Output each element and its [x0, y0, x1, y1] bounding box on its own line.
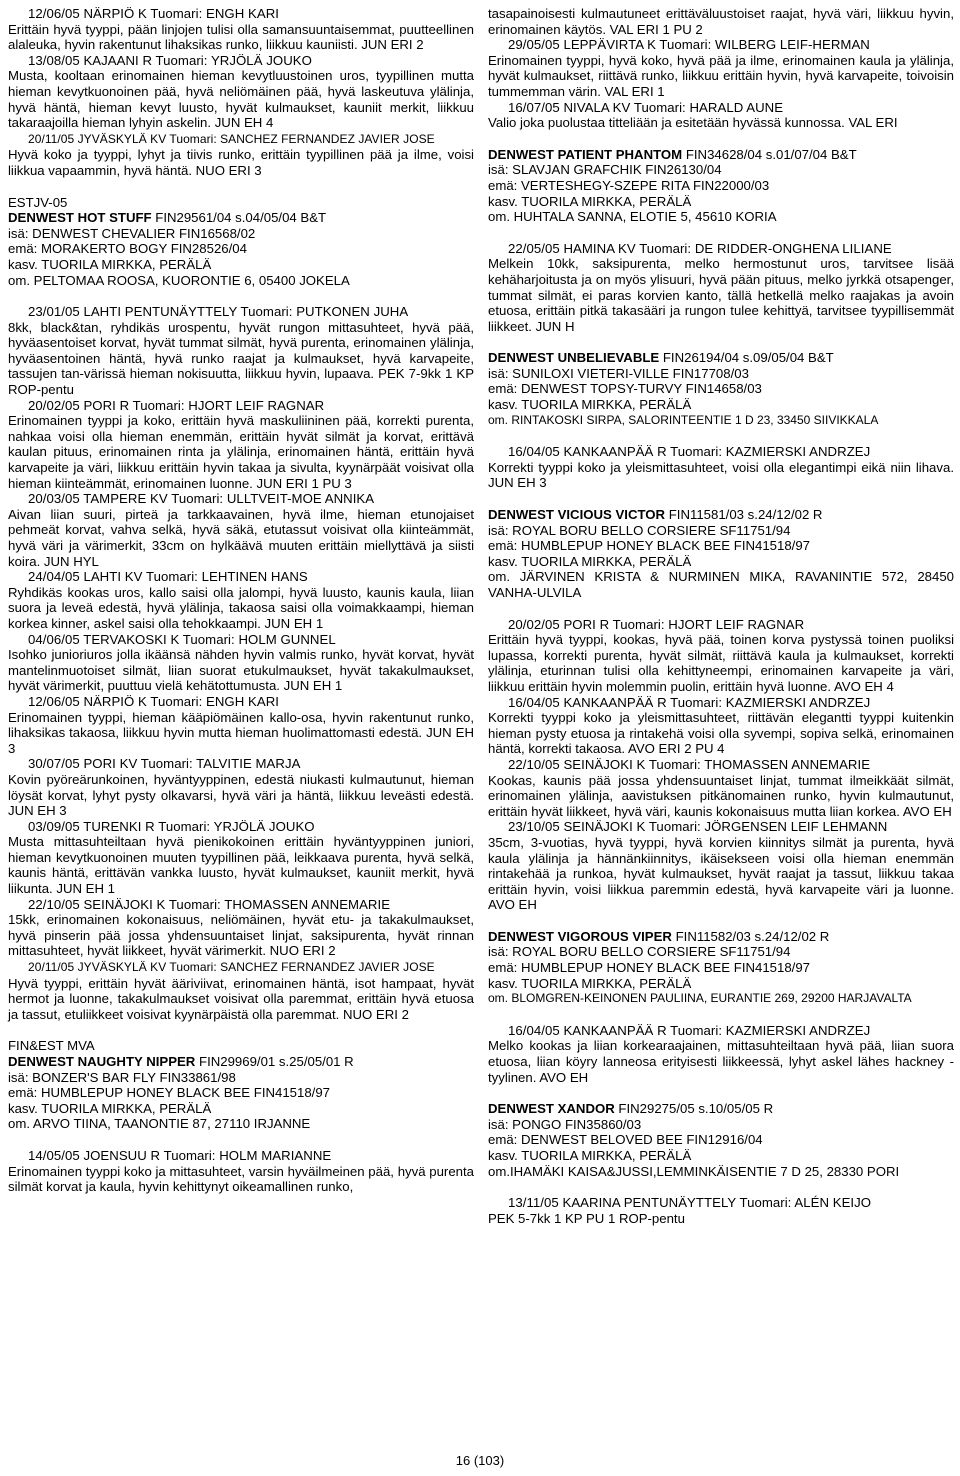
show-entry: [488, 444, 954, 491]
show-entry: [8, 756, 474, 818]
show-entry: [488, 695, 954, 757]
show-header: 20/03/05 TAMPERE KV Tuomari: ULLTVEIT-MOE ANNIKA: [28, 491, 375, 507]
dog-owner: om. JÄRVINEN KRISTA & NURMINEN MIKA, RAVANINTIE 572, 28450 VANHA-ULVILA: [488, 569, 954, 600]
show-header: 29/05/05 LEPPÄVIRTA K Tuomari: WILBERG LEIF-HERMAN: [508, 37, 870, 53]
right-column: [488, 6, 954, 1226]
show-critique: Kookas, kaunis pää jossa yhdensuuntaiset linjat, tummat ilmeikkäät silmät, erinomainen ylälinja, aavistuksen pitkänomainen runko, hyvin kulmautunut, erittäin hyvät liikkeet, hyvä väri, kaunis kokonaisuus mutta liian korkea. AVO EH: [488, 772, 954, 819]
show-header: 12/06/05 NÄRPIÖ K Tuomari: ENGH KARI: [28, 6, 279, 21]
dog-sire: isä: ROYAL BORU BELLO CORSIERE SF11751/94: [488, 522, 791, 538]
show-header: 16/04/05 KANKAANPÄÄ R Tuomari: KAZMIERSKI ANDRZEJ: [508, 1022, 871, 1038]
show-entry: [8, 131, 474, 179]
dog-name: DENWEST VIGOROUS VIPER: [488, 928, 672, 944]
show-entry: [488, 241, 954, 335]
show-entry: [488, 1195, 954, 1226]
show-entry: [8, 569, 474, 631]
show-header: 23/01/05 LAHTI PENTUNÄYTTELY Tuomari: PUTKONEN JUHA: [28, 304, 409, 320]
show-entry: [488, 37, 954, 99]
show-critique: Musta mittasuhteiltaan hyvä pienikokoinen erittäin hyväntyyppinen juniori, hieman kevytkuonoinen muuten tyypillinen pää, leikkaava purenta, hyvä selkä, kaunis häntä, erittävän vankka luusto, hyvät kulmaukset, kauniit merkit, hyvä liikunta. JUN EH 1: [8, 834, 474, 897]
show-critique: Korrekti tyyppi koko ja yleismittasuhteet, riittävän elegantti tyyppi kuitenkin hieman pysty etuosa ja rintakehä voisi olla syvempi, sopiva selkä, erinomainen häntä, korrekti takaosa. AVO ERI 2 PU 4: [488, 710, 954, 757]
dog-title: [8, 210, 474, 226]
show-entry: [8, 959, 474, 1022]
show-critique: Hyvä koko ja tyyppi, lyhyt ja tiivis runko, erittäin tyypillinen pää ja ilme, voisi liikkua vapaammin, hyvä häntä. NUO ERI 3: [8, 147, 474, 178]
dog-name: DENWEST VICIOUS VICTOR: [488, 507, 666, 523]
dog-title: [488, 147, 954, 163]
show-critique: Erinomainen tyyppi koko ja mittasuhteet, varsin hyväilmeinen pää, hyvä purenta silmät korvat ja kaula, hyvin kehittynyt oikeamallinen runko,: [8, 1163, 474, 1195]
dog-title: [488, 350, 954, 366]
dog-reg: FIN29969/01 s.25/05/01 R: [199, 1054, 354, 1069]
class-heading: FIN&EST MVA: [8, 1038, 95, 1054]
show-critique: PEK 5-7kk 1 KP PU 1 ROP-pentu: [488, 1210, 685, 1226]
show-critique: Korrekti tyyppi koko ja yleismittasuhteet, voisi olla elegantimpi eikä niin lihava. JUN EH 3: [488, 459, 954, 491]
dog-sire: isä: DENWEST CHEVALIER FIN16568/02: [8, 225, 256, 241]
dog-name: DENWEST UNBELIEVABLE: [488, 350, 660, 366]
show-header: 16/04/05 KANKAANPÄÄ R Tuomari: KAZMIERSKI ANDRZEJ: [508, 694, 871, 710]
dog-name: DENWEST PATIENT PHANTOM: [488, 146, 683, 162]
show-header: 16/04/05 KANKAANPÄÄ R Tuomari: KAZMIERSKI ANDRZEJ: [508, 444, 871, 460]
dog-dam: emä: HUMBLEPUP HONEY BLACK BEE FIN41518/97: [488, 538, 811, 554]
show-header: 13/08/05 KAJAANI R Tuomari: YRJÖLÄ JOUKO: [28, 52, 312, 68]
show-critique: Kovin pyöreärunkoinen, hyväntyyppinen, edestä niukasti kulmautunut, hieman löysät korvat, lyhyt pysty olkavarsi, hyvä väri ja häntä, liikkuu leveästi edestä. JUN EH 3: [8, 771, 474, 819]
dog-name: DENWEST NAUGHTY NIPPER: [8, 1054, 196, 1069]
dog-breeder: kasv. TUORILA MIRKKA, PERÄLÄ: [488, 193, 692, 209]
show-critique: Erittäin hyvä tyyppi, pään linjojen tulisi olla samansuuntaisemmat, puutteellinen alaleuka, hyvin rakentunut lihaksikas runko, liikkuu kauniisti. JUN ERI 2: [8, 21, 474, 53]
show-entry: [8, 694, 474, 756]
show-entry: [488, 819, 954, 913]
show-header: 22/05/05 HAMINA KV Tuomari: DE RIDDER-ONGHENA LILIANE: [508, 240, 892, 256]
dog-breeder: kasv. TUORILA MIRKKA, PERÄLÄ: [488, 553, 692, 569]
dog-breeder: kasv. TUORILA MIRKKA, PERÄLÄ: [8, 1100, 212, 1116]
show-entry: [8, 6, 474, 53]
show-critique: 8kk, black&tan, ryhdikäs urospentu, hyvät rungon mittasuhteet, hyvä pää, hyväasentoiset korvat, hyvät tummat silmät, hyvä purenta, erinomainen ylälinja, hyväasentoinen häntä, hyvä runko raajat ja kulmaukset, hyvä karvapeite, tassujen tan-värissä hieman nokisuutta, liikkuu hyvin, lupaava. PEK 7-9kk 1 KP ROP-pentu: [8, 319, 474, 398]
show-critique: Erinomainen tyyppi ja koko, erittäin hyvä maskuliininen pää, korrekti purenta, nahkaa voisi olla hieman enemmän, erittäin hyvät silmät ja korvat, erittävä kaulan pituus, erinomainen rinta ja ylälinja, erinomainen häntä, erittäin hyvä karvapeite ja väri, liikkuu erittäin hyvin takaa ja sivulta, kyynärpäät voisivat olla hieman kiinteämmät, erinomainen luonne. JUN ERI 1 PU 3: [8, 413, 474, 491]
dog-sire: isä: BONZER'S BAR FLY FIN33861/98: [8, 1069, 236, 1085]
show-header: 20/02/05 PORI R Tuomari: HJORT LEIF RAGNAR: [508, 616, 805, 632]
show-critique: Ryhdikäs kookas uros, kallo saisi olla jalompi, hyvä luusto, kaunis kaula, liian suora ja leveä edestä, hyvä ylälinja, takaosa saisi olla voimakkaampi, hieman korkea kinner, askel saisi olla tehokkaampi. JUN EH 1: [8, 584, 474, 631]
continued-critique: tasapainoisesti kulmautuneet erittäväluustoiset raajat, hyvä väri, liikkuu hyvin, erinomainen käytös. VAL ERI 1 PU 2: [488, 6, 954, 37]
show-entry: [8, 897, 474, 959]
dog-reg: FIN11582/03 s.24/12/02 R: [675, 928, 830, 944]
show-entry: [8, 304, 474, 398]
page-number: 16 (103): [455, 1453, 505, 1468]
class-heading: ESTJV-05: [8, 194, 68, 210]
dog-owner: om. BLOMGREN-KEINONEN PAULIINA, EURANTIE 269, 29200 HARJAVALTA: [488, 991, 912, 1006]
show-critique: Aivan liian suuri, pirteä ja tarkkaavainen, hyvä ilme, hieman etunojaiset pehmeät korvat, vahva selkä, hyvä säkä, etutassut voisivat olla kiinteämmät, hyvä väri ja värimerkit, 33cm on hylkäävä muuten erittäin miellyttävä ja siisti koira. JUN HYL: [8, 506, 474, 569]
dog-owner: om. RINTAKOSKI SIRPA, SALORINTEENTIE 1 D 23, 33450 SIIVIKKALA: [488, 412, 879, 427]
dog-owner: om. ARVO TIINA, TAANONTIE 87, 27110 IRJANNE: [8, 1116, 311, 1132]
dog-title: [488, 507, 954, 523]
dog-owner: om. PELTOMAA ROOSA, KUORONTIE 6, 05400 JOKELA: [8, 272, 350, 288]
show-critique: Valio joka puolustaa titteliään ja esitetään hyvässä kunnossa. VAL ERI: [488, 115, 898, 131]
show-header: 20/02/05 PORI R Tuomari: HJORT LEIF RAGNAR: [28, 397, 325, 413]
show-entry: [488, 757, 954, 819]
dog-reg: FIN29275/05 s.10/05/05 R: [618, 1101, 774, 1117]
dog-dam: emä: HUMBLEPUP HONEY BLACK BEE FIN41518/97: [488, 960, 811, 976]
dog-reg: FIN11581/03 s.24/12/02 R: [668, 507, 823, 523]
show-header: 12/06/05 NÄRPIÖ K Tuomari: ENGH KARI: [28, 693, 279, 709]
dog-name: DENWEST XANDOR: [488, 1101, 615, 1117]
dog-breeder: kasv. TUORILA MIRKKA, PERÄLÄ: [488, 1148, 692, 1163]
show-critique: Hyvä tyyppi, erittäin hyvät ääriviivat, erinomainen häntä, isot hampaat, hyvät hermot ja luonne, takakulmaukset voisivat olla paremmat, erittäin hyvä etuosa ja tassut, etuliikkeet voisivat kyynärpäistä olla paremmat. NUO ERI 2: [8, 975, 474, 1022]
dog-dam: emä: DENWEST BELOVED BEE FIN12916/04: [488, 1132, 763, 1148]
dog-title: [8, 1054, 474, 1070]
dog-breeder: kasv. TUORILA MIRKKA, PERÄLÄ: [8, 256, 212, 272]
show-critique: Erinomainen tyyppi, hieman kääpiömäinen kallo-osa, hyvin rakentunut runko, lihaksikas takaosa, liikkuu hyvin mutta hieman huolimattomasti edestä. JUN EH 3: [8, 709, 474, 756]
dog-sire: isä: PONGO FIN35860/03: [488, 1116, 642, 1132]
dog-reg: FIN34628/04 s.01/07/04 B&T: [685, 146, 857, 162]
dog-sire: isä: SUNILOXI VIETERI-VILLE FIN17708/03: [488, 365, 749, 381]
show-entry: [488, 1023, 954, 1085]
show-entry: [488, 100, 954, 131]
show-header: 04/06/05 TERVAKOSKI K Tuomari: HOLM GUNNEL: [28, 631, 336, 647]
show-entry: [8, 819, 474, 897]
show-entry: [8, 491, 474, 569]
show-entry: [8, 632, 474, 694]
dog-name: DENWEST HOT STUFF: [8, 210, 152, 226]
dog-dam: emä: MORAKERTO BOGY FIN28526/04: [8, 241, 247, 257]
dog-dam: emä: DENWEST TOPSY-TURVY FIN14658/03: [488, 381, 762, 397]
left-column: [8, 6, 474, 1195]
show-critique: Musta, kooltaan erinomainen hieman kevytluustoinen uros, tyypillinen mutta hieman kevytkuonoinen pää, hyvä neliömäinen pää, hyvä laskeutuva ylälinja, hyvä häntä, hieman kevyt luusto, hyvät kulmaukset, kauniit merkit, liikkuu takaraajoilla hieman lyhyin askelin. JUN EH 4: [8, 68, 474, 131]
show-header: 22/10/05 SEINÄJOKI K Tuomari: THOMASSEN ANNEMARIE: [508, 756, 871, 772]
show-header: 20/11/05 JYVÄSKYLÄ KV Tuomari: SANCHEZ FERNANDEZ JAVIER JOSE: [28, 960, 435, 975]
dog-reg: FIN26194/04 s.09/05/04 B&T: [662, 350, 834, 366]
dog-owner: om. HUHTALA SANNA, ELOTIE 5, 45610 KORIA: [488, 209, 777, 225]
dog-breeder: kasv. TUORILA MIRKKA, PERÄLÄ: [488, 397, 692, 413]
dog-sire: isä: ROYAL BORU BELLO CORSIERE SF11751/94: [488, 944, 791, 960]
show-header: 30/07/05 PORI KV Tuomari: TALVITIE MARJA: [28, 756, 301, 772]
dog-title: [488, 929, 954, 945]
dog-breeder: kasv. TUORILA MIRKKA, PERÄLÄ: [488, 975, 692, 991]
show-header: 03/09/05 TURENKI R Tuomari: YRJÖLÄ JOUKO: [28, 818, 315, 834]
show-critique: Isohko junioriuros jolla ikäänsä nähden hyvin valmis runko, hyvät korvat, hyvät mantelinmuotoiset silmät, liian suorat etukulmaukset, hyvät takakulmaukset, hyvät värimerkit, puuttuu vielä kehätottumusta. JUN EH 1: [8, 647, 474, 694]
show-header: 23/10/05 SEINÄJOKI K Tuomari: JÖRGENSEN LEIF LEHMANN: [508, 819, 888, 835]
show-header: 24/04/05 LAHTI KV Tuomari: LEHTINEN HANS: [28, 569, 308, 585]
show-entry: [8, 1148, 474, 1195]
show-critique: Melko kookas ja liian korkearaajainen, mittasuhteiltaan hyvä pää, liian suora etuosa, liian köyry lanneosa erityisesti liikkeessä, lyhyt askel lähes hackney -tyylinen. AVO EH: [488, 1038, 954, 1085]
show-header: 14/05/05 JOENSUU R Tuomari: HOLM MARIANNE: [28, 1147, 332, 1163]
show-critique: 15kk, erinomainen kokonaisuus, neliömäinen, hyvät etu- ja takakulmaukset, hyvä pinserin pää jossa yhdensuuntaiset linjat, saksipurenta, hyvät rinnan mittasuhteet, hyvät liikkeet, hyvät värimerkit. NUO ERI 2: [8, 912, 474, 959]
show-critique: Erinomainen tyyppi, hyvä koko, hyvä pää ja ilme, erinomainen kaula ja ylälinja, hyvät kulmaukset, riittävä runko, liikkuu erittäin hyvin, hyvä karvapeite, toivoisin tummemman värin. VAL ERI 1: [488, 52, 954, 99]
show-entry: [488, 617, 954, 695]
show-header: 20/11/05 JYVÄSKYLÄ KV Tuomari: SANCHEZ FERNANDEZ JAVIER JOSE: [28, 131, 435, 146]
dog-sire: isä: SLAVJAN GRAFCHIK FIN26130/04: [488, 162, 722, 178]
show-critique: 35cm, 3-vuotias, hyvä tyyppi, hyvä korvien kiinnitys silmät ja purenta, hyvä kaula ylälinja ja hännänkiinnitys, ikäisekseen voisi olla hieman enemmän rintakehää ja runkoa, hyvät kulmaukset, hyvät raajat ja tassut, liikkuu takaa erittäin hyvin, voisi liikkua paremmin edestä, hyvä karvapeite väri ja luonne. AVO EH: [488, 834, 954, 913]
show-critique: Erittäin hyvä tyyppi, kookas, hyvä pää, toinen korva pystyssä toinen puoliksi lupassa, korrekti purenta, hyvät silmät, riittävä kaula ja kulmaukset, korrekti ylälinja, eturinnan tulisi olla kehittyneempi, erinomainen karvapeite ja väri, liikkuu erittäin hyvin molemmin puolin, erittäin hyvä luonne. AVO EH 4: [488, 632, 954, 694]
dog-dam: emä: HUMBLEPUP HONEY BLACK BEE FIN41518/97: [8, 1085, 331, 1101]
dog-title: [488, 1101, 954, 1117]
show-header: 16/07/05 NIVALA KV Tuomari: HARALD AUNE: [508, 99, 784, 115]
show-entry: [8, 398, 474, 492]
show-critique: Melkein 10kk, saksipurenta, melko hermostunut uros, tarvitsee lisää kehäharjoitusta ja on myös ylisuuri, hyvä pään pituus, melko jyrkkä otsapenger, tummat silmät, ei paras korvien kanto, tällä hetkellä melko raajakas ja avoin etuosa, erittäin pitkä takasääri ja rungon tulee kehittyä, tarvitsee tyypillisemmät liikkeet. JUN H: [488, 256, 954, 334]
dog-owner: om.IHAMÄKI KAISA&JUSSI,LEMMINKÄISENTIE 7 D 25, 28330 PORI: [488, 1163, 900, 1179]
dog-reg: FIN29561/04 s.04/05/04 B&T: [155, 210, 327, 226]
dog-dam: emä: VERTESHEGY-SZEPE RITA FIN22000/03: [488, 177, 770, 193]
show-entry: [8, 53, 474, 131]
show-header: 13/11/05 KAARINA PENTUNÄYTTELY Tuomari: ALÉN KEIJO: [508, 1195, 872, 1211]
show-header: 22/10/05 SEINÄJOKI K Tuomari: THOMASSEN ANNEMARIE: [28, 896, 391, 912]
